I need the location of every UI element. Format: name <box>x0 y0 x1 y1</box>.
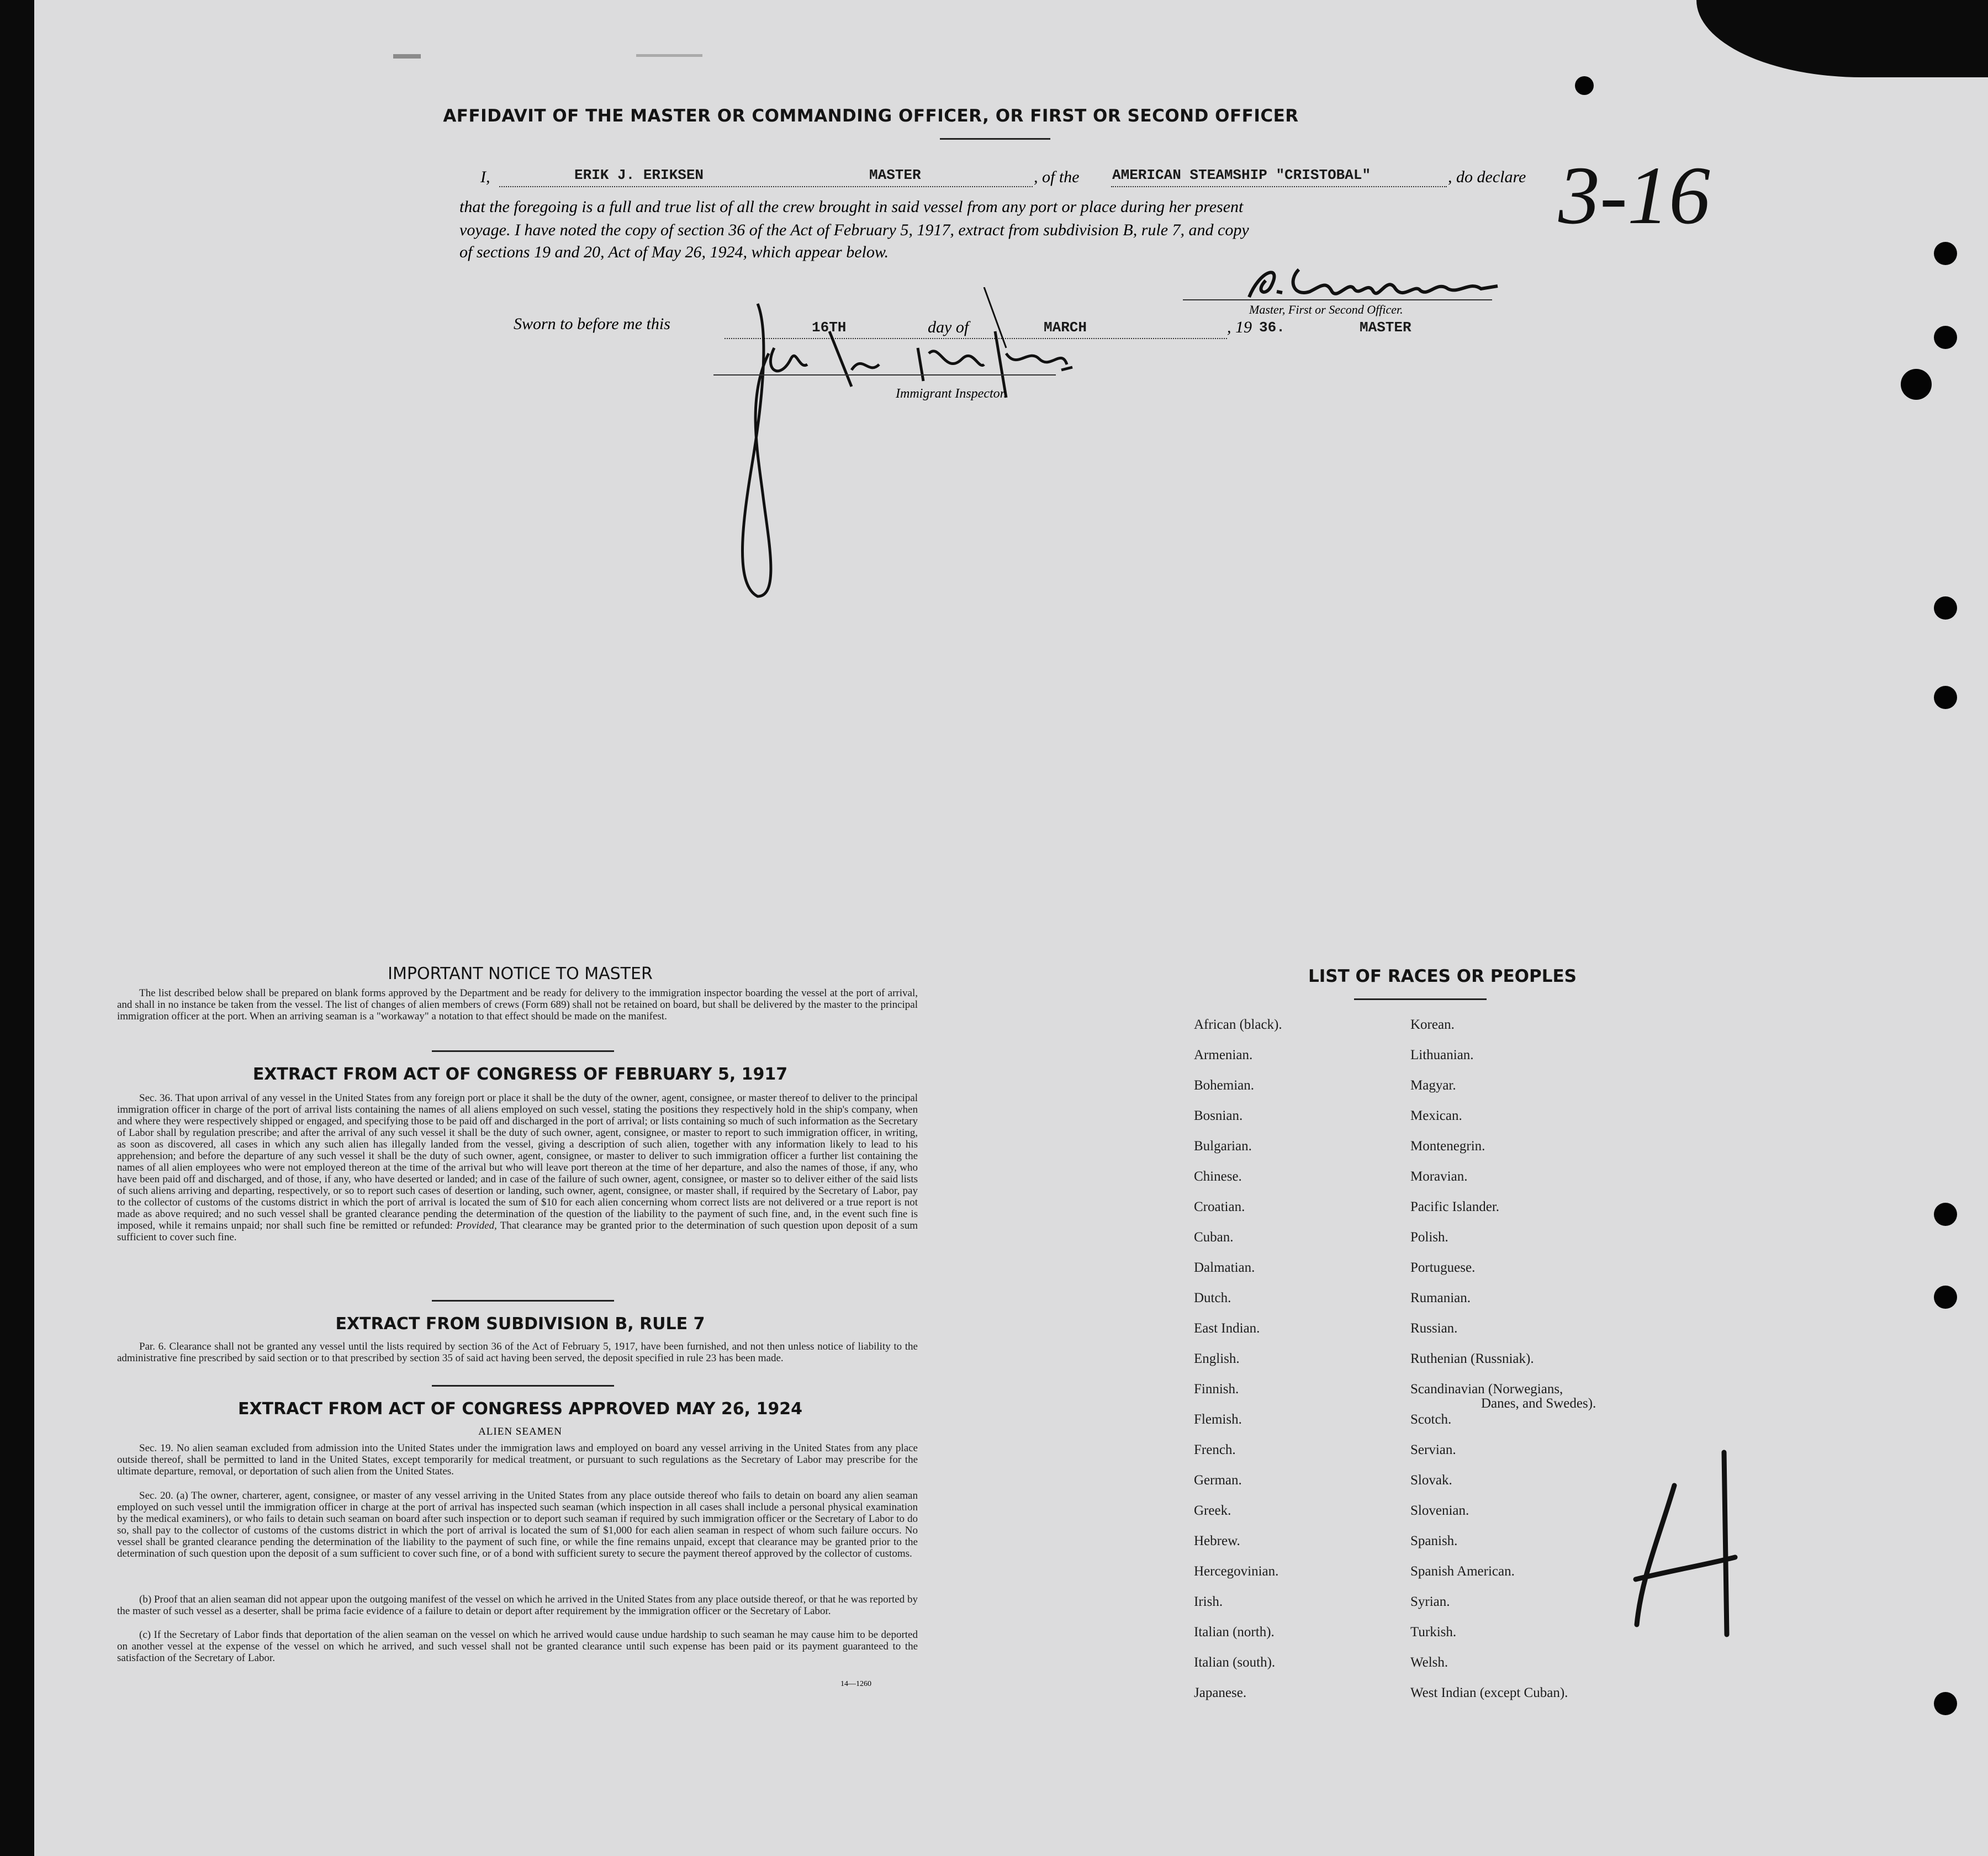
punch-hole <box>1934 242 1957 265</box>
race-item: Syrian. <box>1410 1594 1450 1609</box>
divider <box>1354 998 1487 1000</box>
divider <box>432 1385 614 1387</box>
torn-corner <box>1696 0 1988 77</box>
year-prefix: , 19 <box>1227 318 1252 336</box>
inspector-signature <box>686 287 1106 602</box>
sworn-month: MARCH <box>1044 319 1087 336</box>
vessel-name: AMERICAN STEAMSHIP "CRISTOBAL" <box>1112 167 1371 183</box>
race-item: Hebrew. <box>1194 1534 1240 1548</box>
master-name: ERIK J. ERIKSEN <box>574 167 704 183</box>
race-item: Dutch. <box>1194 1291 1231 1305</box>
race-item: Danes, and Swedes). <box>1481 1396 1596 1411</box>
section-20c-text: (c) If the Secretary of Labor finds that deportation of the alien seaman on the vessel on which he arrived would cause undue hardship to such seaman he may cause him to be deported on another vessel at the expense of the vessel on which he arrived, and such vessel shall not be granted clearance until such expense has been paid or its payment guaranteed to the satisfaction of the Secretary of Labor. <box>117 1629 918 1664</box>
section-20a-text: Sec. 20. (a) The owner, charterer, agent, consignee, or master of any vessel arriving in the United States from any place outside thereof who fails to detain on board any alien seaman employed on such vessel until the immigration officer in charge at the port of arrival has inspected such seaman (which inspection in all cases shall include a personal physical examination by the medical examiners), or who fails to detain such seaman on board after such inspection or to deport such seaman if required by such immigration officer or the Secretary of Labor to do so, shall pay to the collector of customs of the customs district in which the port of arrival is located the sum of $1,000 for each alien seaman in respect of whom such failure occurs. No vessel shall be granted clearance pending the determination of the liability to the payment of such fine, or while the fine remains unpaid, except that clearance may be granted prior to the determination of such question upon the deposit of a sum sufficient to cover such fine, or of a bond with sufficient surety to secure the payment thereof approved by the collector of customs. <box>117 1490 918 1559</box>
race-item: Flemish. <box>1194 1412 1242 1427</box>
race-item: Italian (south). <box>1194 1655 1276 1670</box>
punch-hole <box>1901 369 1932 400</box>
subdivision-title: EXTRACT FROM SUBDIVISION B, RULE 7 <box>335 1314 705 1334</box>
affidavit-intro: I, <box>480 168 490 186</box>
sworn-year: 36. <box>1259 319 1285 336</box>
race-item: Scandinavian (Norwegians, <box>1410 1382 1563 1397</box>
races-title: LIST OF RACES OR PEOPLES <box>1308 966 1577 986</box>
punch-hole <box>1575 76 1594 95</box>
race-item: Italian (north). <box>1194 1625 1275 1640</box>
race-item: English. <box>1194 1351 1240 1366</box>
race-item: Cuban. <box>1194 1230 1234 1245</box>
race-item: Korean. <box>1410 1017 1455 1032</box>
scan-artifact <box>393 54 421 59</box>
race-item: Ruthenian (Russniak). <box>1410 1351 1534 1366</box>
race-item: Servian. <box>1410 1442 1456 1457</box>
race-item: African (black). <box>1194 1017 1282 1032</box>
punch-hole <box>1934 326 1957 349</box>
divider <box>432 1300 614 1302</box>
signature-line <box>1183 299 1492 300</box>
race-item: Pacific Islander. <box>1410 1199 1500 1214</box>
race-item: West Indian (except Cuban). <box>1410 1685 1568 1700</box>
race-item: Bohemian. <box>1194 1078 1255 1093</box>
race-item: Hercegovinian. <box>1194 1564 1279 1579</box>
race-item: Slovak. <box>1410 1473 1452 1488</box>
declaration-line-3: voyage. I have noted the copy of section 36 of the Act of February 5, 1917, extract from subdivision B, rule 7, and copy <box>459 221 1249 239</box>
declaration-line-4: of sections 19 and 20, Act of May 26, 1924, which appear below. <box>459 243 889 261</box>
divider <box>432 1050 614 1052</box>
punch-hole <box>1934 1203 1957 1226</box>
race-item: Greek. <box>1194 1503 1231 1518</box>
race-item: Finnish. <box>1194 1382 1239 1397</box>
vessel-underline <box>1111 186 1447 187</box>
race-item: Chinese. <box>1194 1169 1242 1184</box>
notice-text: The list described below shall be prepared on blank forms approved by the Department and be ready for delivery to the immigration inspector boarding the vessel at the port of arrival, and shall in no instance be taken from the vessel. The list of changes of alien members of crews (Form 689) shall not be retained on board, but shall be delivered by the master to the principal immigration officer at the port. When an arriving seaman is a "workaway" a notation to that effect should be made on the manifest. <box>117 987 918 1022</box>
subdivision-text: Par. 6. Clearance shall not be granted any vessel until the lists required by section 36 of the Act of February 5, 1917, have been furnished, and not then unless notice of liability to the administrative fine prescribed by said section or to that prescribed by section 35 of said act having been served, the deposit specified in rule 23 has been made. <box>117 1341 918 1364</box>
declaration-line-2: that the foregoing is a full and true list of all the crew brought in said vessel from any port or place during her present <box>459 198 1244 216</box>
master-rank: MASTER <box>869 167 921 183</box>
do-declare-label: , do declare <box>1448 168 1526 186</box>
race-item: Polish. <box>1410 1230 1448 1245</box>
race-item: Spanish. <box>1410 1534 1458 1548</box>
race-item: Armenian. <box>1194 1048 1253 1062</box>
section-36-text: Sec. 36. That upon arrival of any vessel in the United States from any foreign port or place it shall be the duty of the owner, agent, consignee, or master thereof to deliver to the principal immigration officer in charge of the port of arrival lists containing the names of all aliens employed on such vessel, stating the positions they respectively hold in the ship's company, when and where they were respectively shipped or engaged, and specifying those to be paid off and discharged in the port of arrival; or lists containing so much of such information as the Secretary of Labor shall by regulation prescribe; and after the arrival of any such vessel it shall be the duty of such owner, agent, consignee, or master to report to such immigration officer, in writing, as soon as discovered, all cases in which any such alien has illegally landed from the vessel, giving a description of such alien, together with any information likely to lead to his apprehension; and before the departure of any such vessel it shall be the duty of such owner, agent, consignee, or master to deliver to such immigration officer a further list containing the names of all alien employees who were not employed thereon at the time of the arrival but who will leave port thereon at the time of her departure, and also the names of those, if any, who have been paid off and discharged, and of those, if any, who have deserted or landed; and in case of the failure of such owner, agent, consignee, or master so to deliver either of the said lists of such aliens arriving and departing, respectively, or so to report such cases of desertion or landing, such owner, agent, consignee, or master shall, if required by the Secretary of Labor, pay to the collector of customs of the customs district in which the port of arrival is located the sum of $10 for each alien concerning whom correct lists are not delivered or a true report is not made as above required; and no such vessel shall be granted clearance pending the determination of the question of the liability to the payment of such fine, and, in the event such fine is imposed, while it remains unpaid; nor shall such fine be remitted or refunded: <box>117 1092 918 1231</box>
day-of-label: day of <box>928 318 969 336</box>
sworn-label: Sworn to before me this <box>514 315 670 333</box>
race-item: Japanese. <box>1194 1685 1247 1700</box>
race-item: Montenegrin. <box>1410 1139 1485 1154</box>
punch-hole <box>1934 596 1957 620</box>
sworn-day: 16TH <box>812 319 847 336</box>
race-item: Scotch. <box>1410 1412 1452 1427</box>
officer-signature <box>1238 258 1536 308</box>
name-underline <box>499 186 1033 187</box>
race-item: Lithuanian. <box>1410 1048 1474 1062</box>
race-item: Russian. <box>1410 1321 1458 1336</box>
of-the-label: , of the <box>1034 168 1080 186</box>
signer-rank: MASTER <box>1360 319 1411 336</box>
section-20b-text: (b) Proof that an alien seaman did not appear upon the outgoing manifest of the vessel on which he arrived in the United States from any place outside thereof, or that he was reported by the master of such vessel as a deserter, shall be prima facie evidence of a failure to detain or deport after requirement by the immigration officer or the Secretary of Labor. <box>117 1594 918 1617</box>
race-item: Slovenian. <box>1410 1503 1469 1518</box>
affidavit-title: AFFIDAVIT OF THE MASTER OR COMMANDING OFFICER, OR FIRST OR SECOND OFFICER <box>443 106 1299 126</box>
alien-seamen-subtitle: ALIEN SEAMEN <box>478 1426 562 1437</box>
race-item: Rumanian. <box>1410 1291 1471 1305</box>
race-item: Turkish. <box>1410 1625 1457 1640</box>
race-item: East Indian. <box>1194 1321 1260 1336</box>
provided-label: Provided, <box>456 1220 497 1231</box>
race-item: Magyar. <box>1410 1078 1456 1093</box>
race-item: Bosnian. <box>1194 1108 1243 1123</box>
section-19-text: Sec. 19. No alien seaman excluded from admission into the United States under the immigration laws and employed on board any vessel arriving in the United States from any place outside thereof, shall be permitted to land in the United States, except temporarily for medical treatment, or pursuant to such regulations as the Secretary of Labor may prescribe for the ultimate departure, removal, or deportation of such alien from the United States. <box>117 1442 918 1477</box>
scan-artifact <box>636 54 702 57</box>
provided-text: That clearance may be granted prior to the determination of such question upon deposit of a sum sufficient to cover such fine. <box>117 1220 918 1243</box>
race-item: Welsh. <box>1410 1655 1448 1670</box>
handwritten-page-number <box>1625 1447 1779 1646</box>
punch-hole <box>1934 686 1957 709</box>
handwritten-number: 3-16 <box>1558 150 1710 241</box>
race-item: Spanish American. <box>1410 1564 1515 1579</box>
race-item: French. <box>1194 1442 1236 1457</box>
race-item: Irish. <box>1194 1594 1223 1609</box>
extract-1917-text <box>117 1092 918 1243</box>
extract-1924-title: EXTRACT FROM ACT OF CONGRESS APPROVED MAY 26, 1924 <box>238 1399 802 1419</box>
race-item: German. <box>1194 1473 1242 1488</box>
race-item: Croatian. <box>1194 1199 1245 1214</box>
notice-title: IMPORTANT NOTICE TO MASTER <box>388 964 653 983</box>
punch-hole <box>1934 1286 1957 1309</box>
race-item: Bulgarian. <box>1194 1139 1252 1154</box>
punch-hole <box>1934 1692 1957 1715</box>
form-number: 14—1260 <box>840 1680 871 1688</box>
inspector-caption: Immigrant Inspector. <box>896 387 1007 401</box>
race-item: Portuguese. <box>1410 1260 1476 1275</box>
inspector-line <box>713 374 1056 376</box>
race-item: Dalmatian. <box>1194 1260 1255 1275</box>
officer-caption: Master, First or Second Officer. <box>1249 303 1403 316</box>
document-page <box>34 0 1988 1856</box>
extract-1917-title: EXTRACT FROM ACT OF CONGRESS OF FEBRUARY 5, 1917 <box>252 1065 788 1084</box>
race-item: Mexican. <box>1410 1108 1462 1123</box>
title-divider <box>940 138 1050 140</box>
race-item: Moravian. <box>1410 1169 1468 1184</box>
